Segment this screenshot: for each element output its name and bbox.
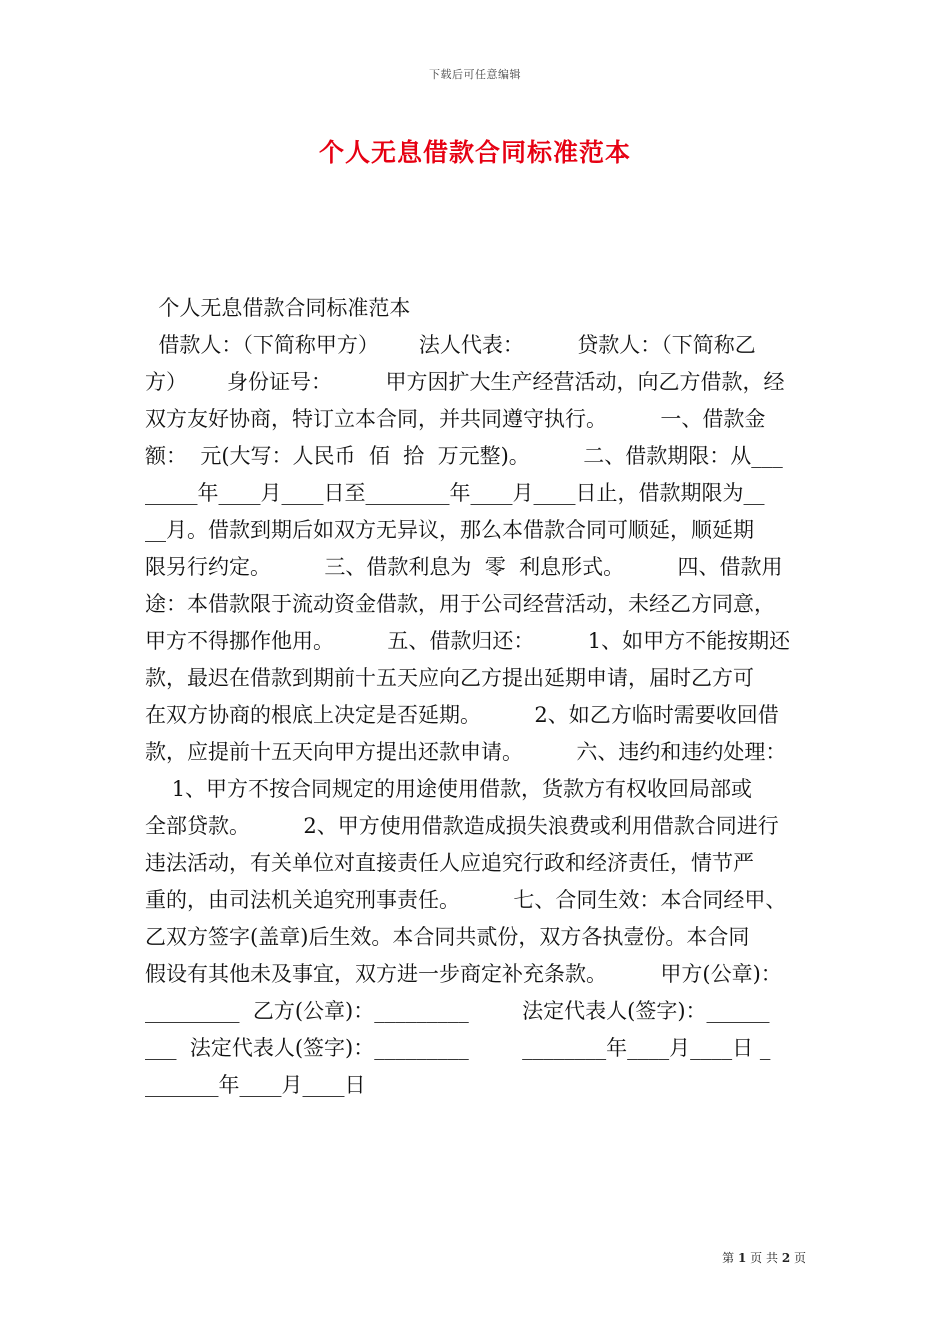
body-line: ___ 法定代表人(签字)：_________ ________年____月____日 _ xyxy=(145,1036,771,1060)
footer-prefix: 第 xyxy=(722,1251,738,1265)
body-line: 个人无息借款合同标准范本 xyxy=(145,296,411,320)
footer-suffix: 页 xyxy=(790,1251,806,1265)
body-line: 款，应提前十五天向甲方提出还款申请。 六、违约和违约处理： xyxy=(145,740,787,764)
contract-body xyxy=(145,290,809,1104)
body-line: 双方友好协商，特订立本合同，并共同遵守执行。 一、借款金 xyxy=(145,407,766,431)
header-note: 下载后可任意编辑 xyxy=(429,68,521,81)
body-line: 途：本借款限于流动资金借款，用于公司经营活动，未经乙方同意， xyxy=(145,592,775,616)
document-title: 个人无息借款合同标准范本 xyxy=(318,138,631,167)
body-line: __月。借款到期后如双方无异议，那么本借款合同可顺延，顺延期 xyxy=(145,518,754,542)
page-footer xyxy=(722,1249,806,1266)
body-line: 违法活动，有关单位对直接责任人应追究行政和经济责任，情节严 xyxy=(145,851,754,875)
footer-middle: 页 共 xyxy=(746,1251,782,1265)
body-line: 限另行约定。 三、借款利息为 零 利息形式。 四、借款用 xyxy=(145,555,783,579)
body-line: 在双方协商的根底上决定是否延期。 2、如乙方临时需要收回借 xyxy=(145,703,779,727)
body-line: 甲方不得挪作他用。 五、借款归还： 1、如甲方不能按期还 xyxy=(145,629,791,653)
body-line: _____年____月____日至________年____月____日止，借款期限为__ xyxy=(145,481,765,505)
body-line: _________ 乙方(公章)：_________ 法定代表人(签字)：______ xyxy=(145,999,770,1023)
footer-page-number: 1 xyxy=(738,1251,747,1265)
body-line: 乙双方签字(盖章)后生效。本合同共贰份，双方各执壹份。本合同 xyxy=(145,925,750,949)
body-line: _______年____月____日 xyxy=(145,1073,366,1097)
body-line: 假设有其他未及事宜，双方进一步商定补充条款。 甲方(公章)： xyxy=(145,962,782,986)
body-line: 借款人：（下简称甲方） 法人代表： 贷款人：（下简称乙 xyxy=(145,333,756,357)
body-line: 全部贷款。 2、甲方使用借款造成损失浪费或利用借款合同进行 xyxy=(145,814,779,838)
body-line: 重的，由司法机关追究刑事责任。 七、合同生效：本合同经甲、 xyxy=(145,888,787,912)
body-line: 1、甲方不按合同规定的用途使用借款，货款方有权收回局部或 xyxy=(145,777,753,801)
footer-total-pages: 2 xyxy=(781,1251,791,1265)
body-line: 方） 身份证号： 甲方因扩大生产经营活动，向乙方借款，经 xyxy=(145,370,785,394)
body-line: 款，最迟在借款到期前十五天应向乙方提出延期申请，届时乙方可 xyxy=(145,666,754,690)
body-line: 额： 元(大写：人民币 佰 拾 万元整)。 二、借款期限：从___ xyxy=(145,444,783,468)
